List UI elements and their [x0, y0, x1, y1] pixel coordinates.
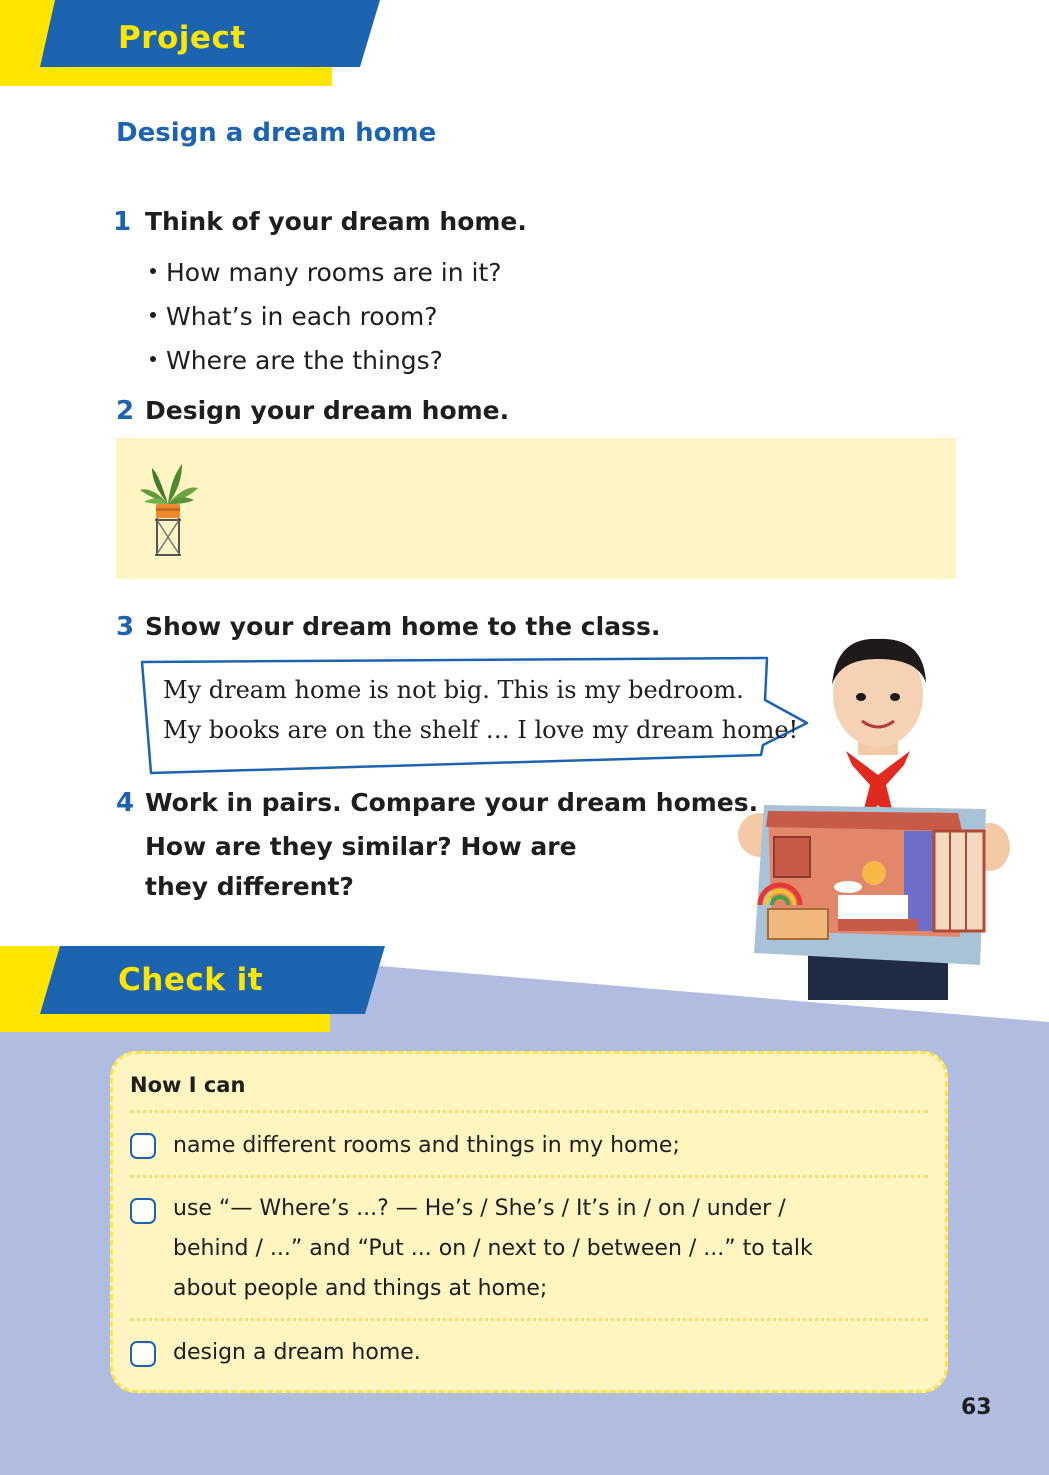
checkbox[interactable]	[130, 1198, 156, 1224]
checkbox[interactable]	[130, 1341, 156, 1367]
checklist-item-text: about people and things at home;	[173, 1276, 548, 1301]
checklist-item-text: use “— Where’s ...? — He’s / She’s / It’s in / on / under /	[173, 1196, 786, 1221]
step-4-body	[145, 827, 577, 907]
potted-plant-icon	[136, 460, 200, 564]
speech-line: My dream home is not big. This is my bedroom.	[163, 676, 744, 704]
checklist-item-text: behind / ...” and “Put ... on / next to / between / ...” to talk	[173, 1236, 813, 1261]
speech-line: My books are on the shelf … I love my dream home!	[163, 716, 799, 744]
checklist-heading: Now I can	[130, 1073, 246, 1097]
checklist-item-text: design a dream home.	[173, 1340, 421, 1365]
step-4-number: 4	[116, 788, 135, 818]
page-number: 63	[961, 1395, 992, 1420]
check-it-title: Check it	[118, 962, 264, 998]
step-1-bullet: Where are the things?	[150, 346, 443, 375]
step-3-text: Show your dream home to the class.	[145, 612, 661, 641]
checklist-item-text: name different rooms and things in my home;	[173, 1133, 680, 1158]
step-4-body-line: they different?	[145, 872, 354, 901]
step-1-number: 1	[113, 207, 132, 237]
step-1-bullet: What’s in each room?	[150, 302, 438, 331]
project-title: Project	[118, 20, 246, 56]
step-1-bullet: How many rooms are in it?	[150, 258, 502, 287]
step-4-text: Work in pairs. Compare your dream homes.	[145, 788, 759, 817]
boy-with-house-model-illustration	[728, 625, 1018, 1000]
project-subtitle: Design a dream home	[116, 118, 437, 148]
divider	[130, 1110, 928, 1113]
checkbox[interactable]	[130, 1133, 156, 1159]
design-area[interactable]	[116, 438, 956, 579]
step-2-number: 2	[116, 396, 135, 426]
divider	[130, 1318, 928, 1321]
step-3-number: 3	[116, 612, 135, 642]
divider	[130, 1175, 928, 1178]
step-4-body-line: How are they similar? How are	[145, 832, 577, 861]
step-1-text: Think of your dream home.	[145, 207, 527, 236]
step-2-text: Design your dream home.	[145, 396, 510, 425]
